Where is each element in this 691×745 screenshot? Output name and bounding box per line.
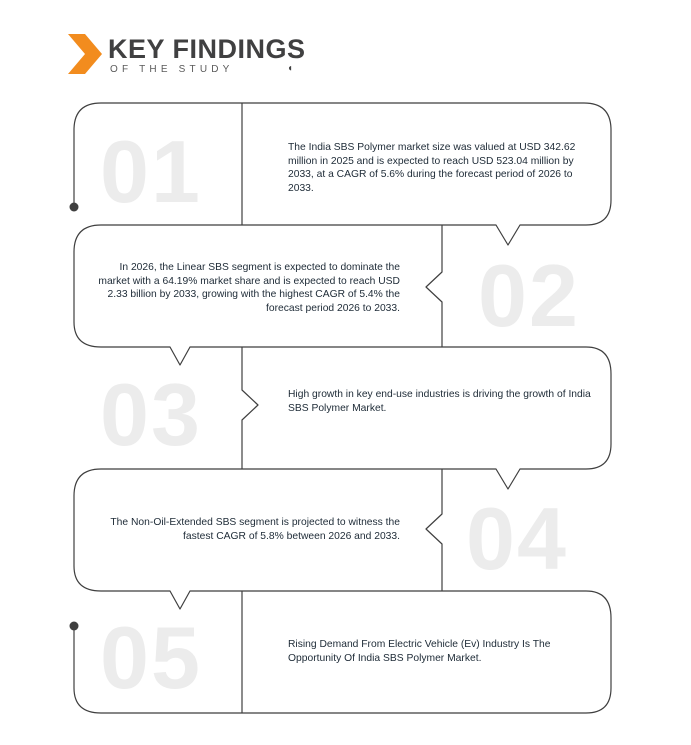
timeline-end-dot	[70, 622, 79, 631]
finding-number-04: 04	[466, 489, 568, 588]
finding-text-02: In 2026, the Linear SBS segment is expected to dominate the market with a 64.19% market share and is expected to reach USD 2.33 billion by 2033, growing with the highest CAGR of 5.4% the forecast period 2026 to 2033.	[98, 262, 400, 314]
finding-number-05: 05	[100, 608, 202, 707]
timeline-start-dot	[70, 203, 79, 212]
finding-text-03: High growth in key end-use industries is driving the growth of India SBS Polymer Market.	[288, 389, 591, 414]
crescent-icon: ◖	[287, 63, 294, 74]
finding-text-04: The Non-Oil-Extended SBS segment is projected to witness the fastest CAGR of 5.8% between 2026 and 2033.	[110, 517, 400, 542]
finding-text-05: Rising Demand From Electric Vehicle (Ev) Industry Is The Opportunity Of India SBS Polymer Market.	[288, 639, 551, 664]
page-title: KEY FINDINGS	[108, 34, 306, 64]
finding-number-02: 02	[478, 246, 580, 345]
finding-number-01: 01	[100, 122, 202, 221]
finding-text-01: The India SBS Polymer market size was valued at USD 342.62 million in 2025 and is expected to reach USD 523.04 million by 2033, at a CAGR of 5.6% during the forecast period of 2026 to 2033.	[288, 142, 576, 194]
finding-number-03: 03	[100, 365, 202, 464]
page-subtitle: OF THE STUDY	[110, 64, 234, 75]
